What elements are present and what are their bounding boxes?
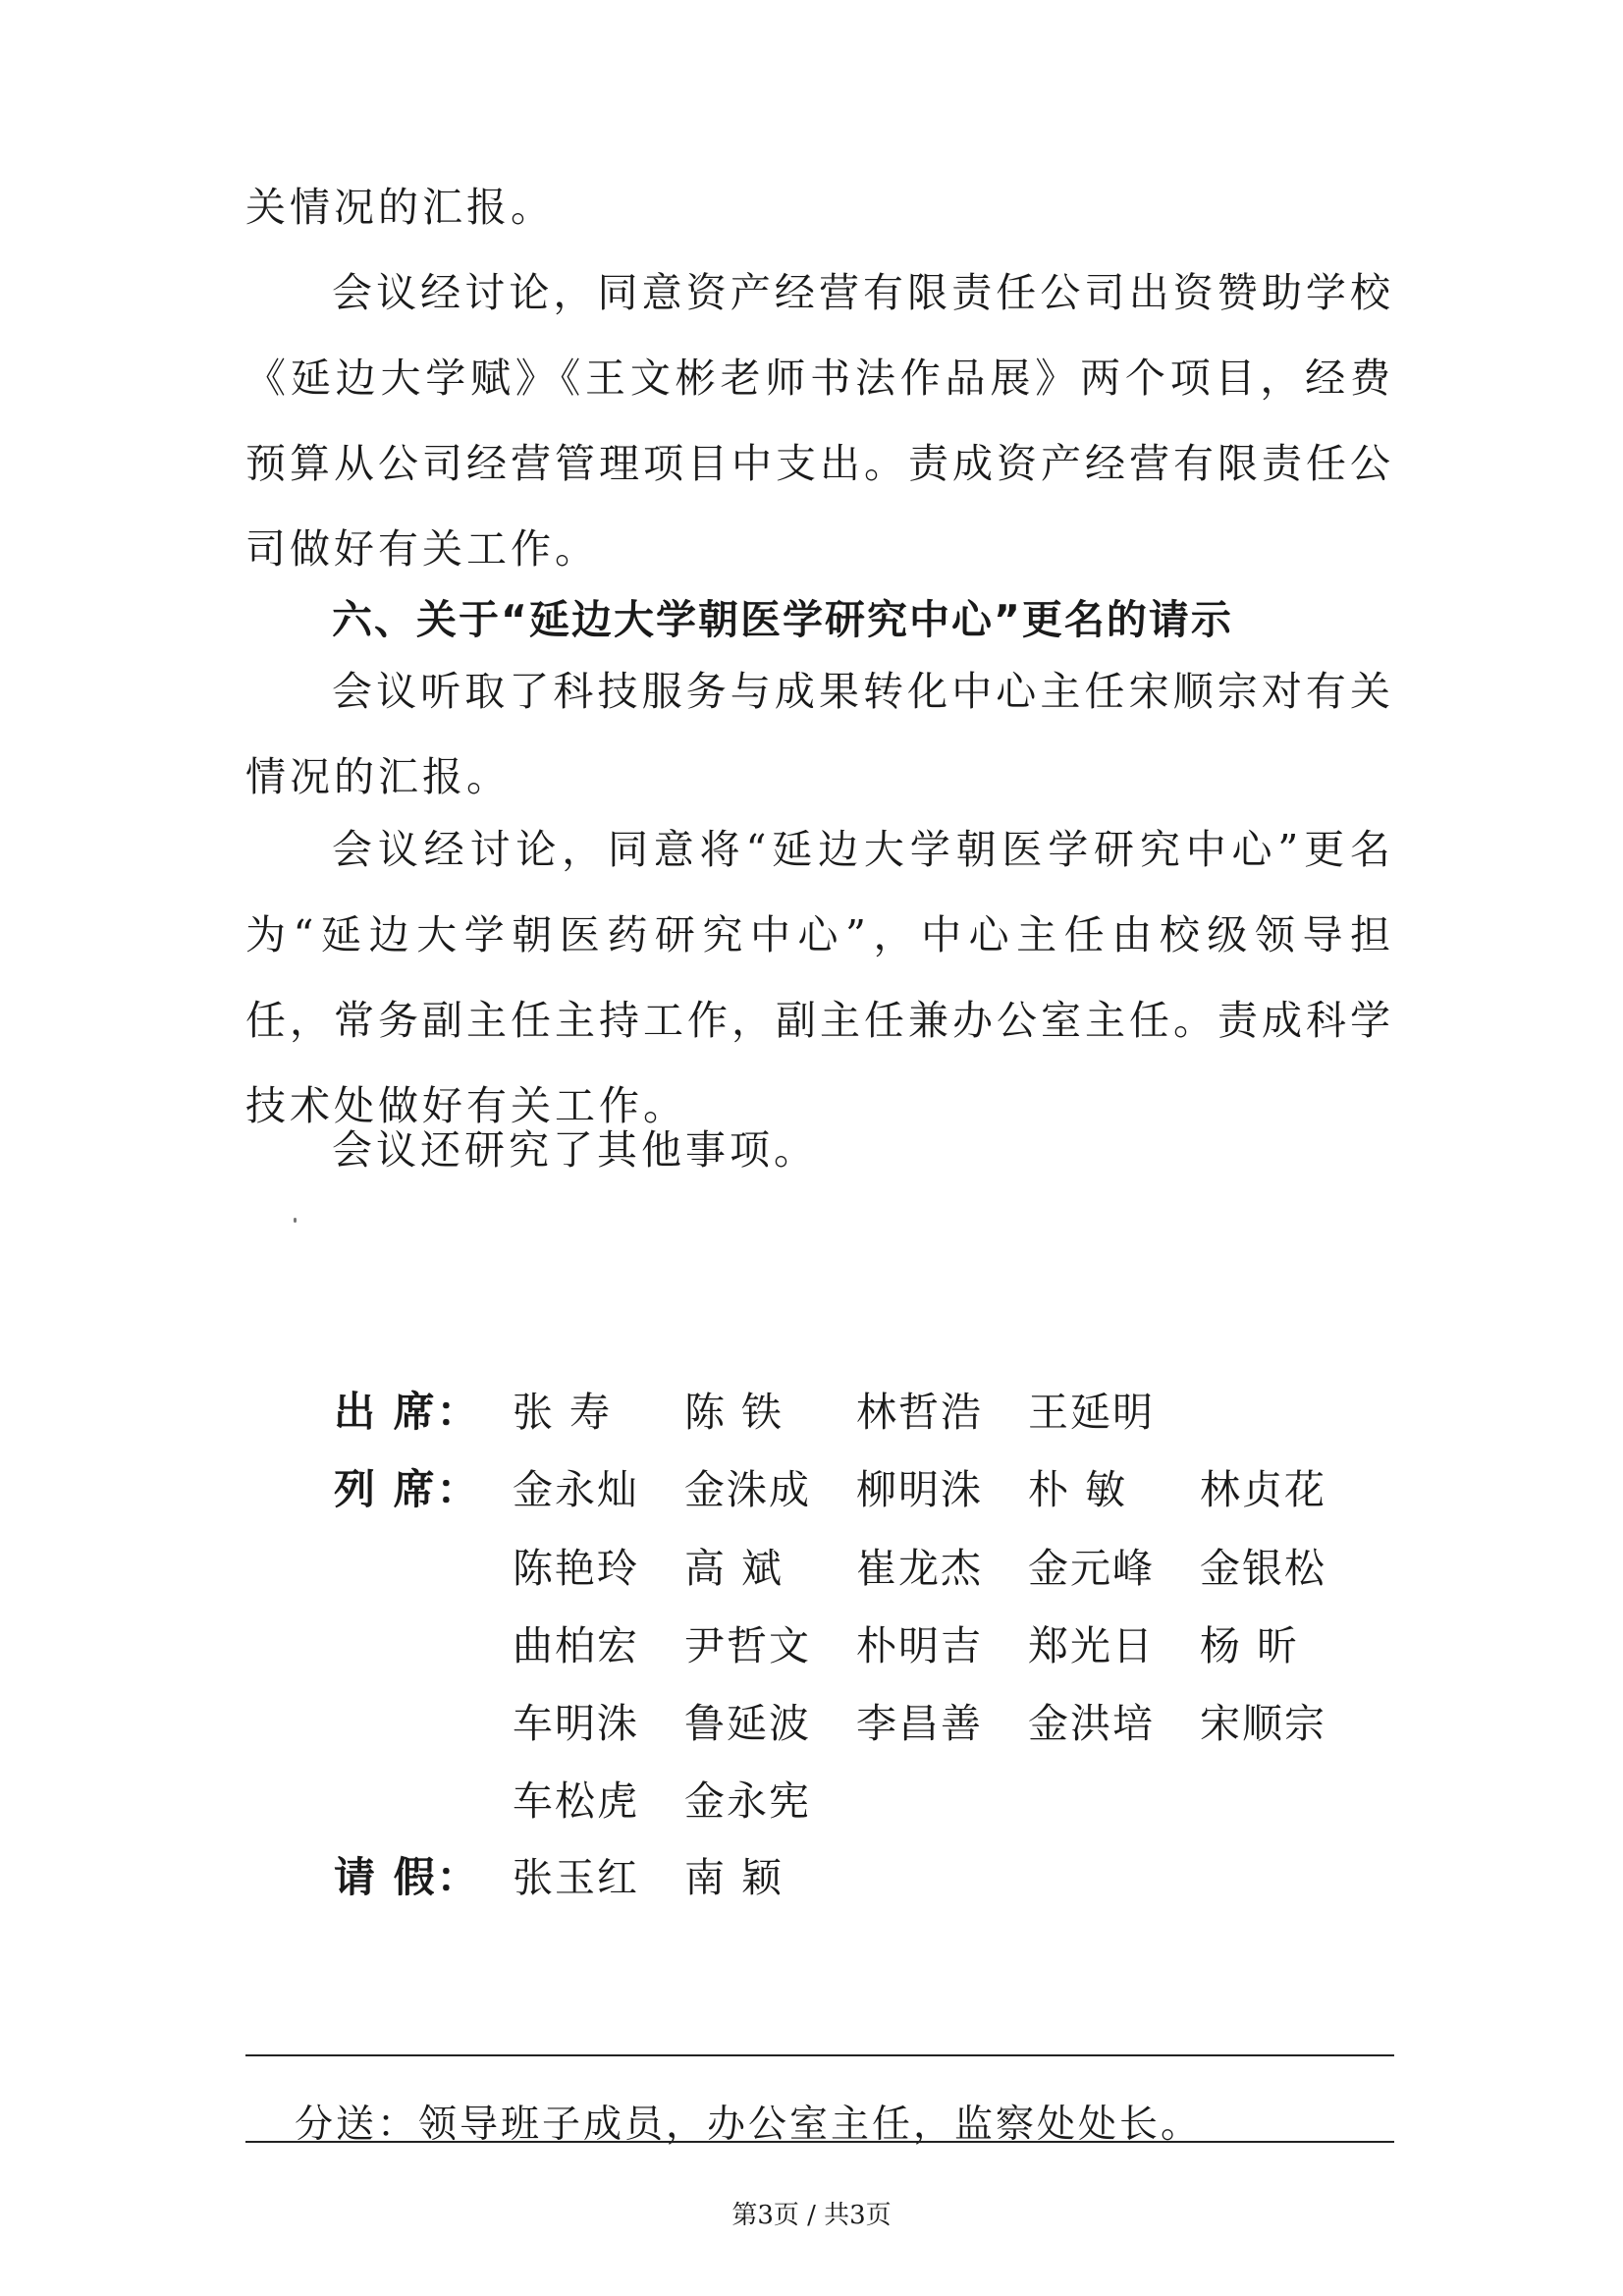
attending-name: 朴 敏 xyxy=(1028,1466,1128,1513)
paragraph-other-matters: 会议还研究了其他事项。 xyxy=(332,1126,818,1174)
present-name: 林哲浩 xyxy=(856,1389,983,1436)
attending-name: 车明洙 xyxy=(513,1700,639,1747)
distribution-line: 分送：领导班子成员，办公室主任，监察处处长。 xyxy=(295,2103,1203,2147)
attending-name: 金银松 xyxy=(1200,1545,1326,1592)
attending-label: 列 席： xyxy=(334,1465,480,1513)
present-name: 张 寿 xyxy=(513,1389,613,1436)
attending-name: 金洪培 xyxy=(1028,1700,1155,1747)
leave-label: 请 假： xyxy=(334,1853,480,1901)
attending-name: 车松虎 xyxy=(513,1777,639,1825)
section-heading-six: 六、关于“延边大学朝医学研究中心”更名的请示 xyxy=(332,596,1233,643)
attending-name: 林贞花 xyxy=(1200,1466,1326,1513)
attending-name: 尹哲文 xyxy=(684,1622,811,1669)
attending-name: 金元峰 xyxy=(1028,1545,1155,1592)
scan-speck xyxy=(294,1218,297,1223)
attending-name: 金永宪 xyxy=(684,1777,811,1825)
attending-name: 宋顺宗 xyxy=(1200,1700,1326,1747)
attending-name: 金永灿 xyxy=(513,1466,639,1513)
distribution-bottom-rule xyxy=(245,2141,1394,2143)
attending-name: 崔龙杰 xyxy=(856,1545,983,1592)
leave-name: 南 颖 xyxy=(684,1854,784,1901)
present-name: 陈 铁 xyxy=(684,1389,784,1436)
present-name: 王延明 xyxy=(1028,1389,1155,1436)
attending-name: 郑光日 xyxy=(1028,1622,1155,1669)
attending-name: 李昌善 xyxy=(856,1700,983,1747)
paragraph-sponsorship-decision: 会议经讨论，同意资产经营有限责任公司出资赞助学校《延边大学赋》《王文彬老师书法作品展》两个项目，经费预算从公司经营管理项目中支出。责成资产经营有限责任公司做好有关工作。 xyxy=(245,269,1394,573)
attending-name: 高 斌 xyxy=(684,1545,784,1592)
attending-name: 曲柏宏 xyxy=(513,1622,639,1669)
attending-name: 柳明洙 xyxy=(856,1466,983,1513)
attending-name: 杨 昕 xyxy=(1200,1622,1300,1669)
leave-name: 张玉红 xyxy=(513,1854,639,1901)
paragraph-continuation: 关情况的汇报。 xyxy=(245,184,555,231)
present-label: 出 席： xyxy=(334,1388,480,1436)
attending-name: 金洙成 xyxy=(684,1466,811,1513)
attending-name: 朴明吉 xyxy=(856,1622,983,1669)
attending-name: 鲁延波 xyxy=(684,1700,811,1747)
distribution-top-rule xyxy=(245,2054,1394,2056)
page-number: 第3页 / 共3页 xyxy=(731,2201,892,2230)
paragraph-rename-decision: 会议经讨论，同意将“延边大学朝医学研究中心”更名为“延边大学朝医药研究中心”，中心主任由校级领导担任，常务副主任主持工作，副主任兼办公室主任。责成科学技术处做好有关工作。 xyxy=(245,826,1394,1129)
paragraph-report-heard: 会议听取了科技服务与成果转化中心主任宋顺宗对有关情况的汇报。 xyxy=(245,668,1394,800)
attending-name: 陈艳玲 xyxy=(513,1545,639,1592)
